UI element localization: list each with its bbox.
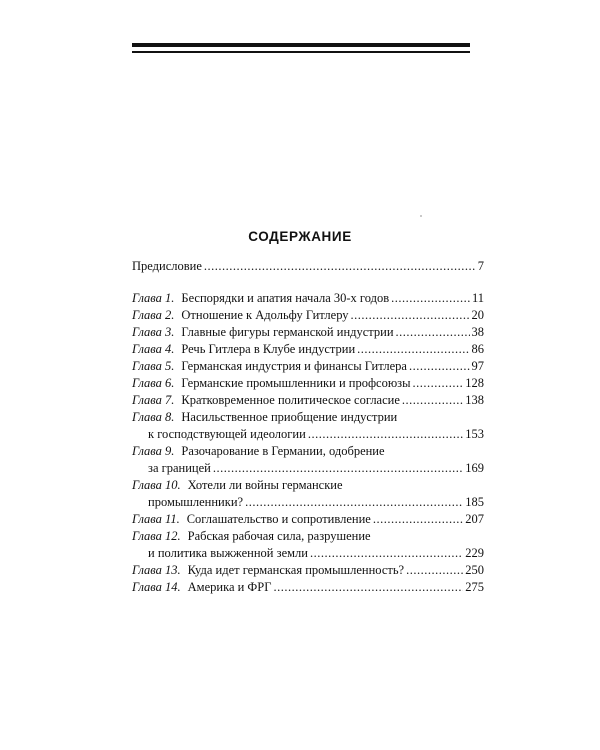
toc-entry-chapter-14[interactable]: [132, 579, 484, 596]
dot-leader: [204, 258, 476, 275]
toc-page-number: 20: [471, 308, 484, 322]
toc-entry-title: Куда идет германская промышленность?: [187, 563, 405, 577]
toc-entry-title: Америка и ФРГ: [187, 580, 272, 594]
toc-entry-preface[interactable]: [132, 258, 484, 275]
toc-entry-chapter-3[interactable]: [132, 324, 484, 341]
toc-page-number: 185: [465, 495, 484, 509]
chapter-list: [132, 290, 484, 596]
chapter-label: Глава 6.: [132, 376, 175, 390]
toc-entry-chapter-11[interactable]: [132, 511, 484, 528]
toc-entry-title: к господствующей идеологии: [148, 427, 306, 441]
toc-entry-chapter-7[interactable]: [132, 392, 484, 409]
toc-entry-title: Хотели ли войны германские: [187, 478, 343, 492]
toc-page-number: 138: [465, 393, 484, 407]
chapter-label: Глава 11.: [132, 512, 180, 526]
table-of-contents: [132, 258, 484, 596]
toc-entry-title: Речь Гитлера в Клубе индустрии: [181, 342, 356, 356]
toc-entry-title: за границей: [148, 461, 211, 475]
header-rule-thin: [132, 51, 470, 53]
toc-page-number: 169: [465, 461, 484, 475]
chapter-label: Глава 14.: [132, 580, 181, 594]
chapter-label: Глава 2.: [132, 308, 175, 322]
chapter-label: Глава 4.: [132, 342, 175, 356]
toc-page-number: 11: [471, 291, 484, 305]
toc-page-number: 229: [465, 546, 484, 560]
chapter-label: Глава 5.: [132, 359, 175, 373]
toc-entry-title: Отношение к Адольфу Гитлеру: [181, 308, 349, 322]
chapter-label: Глава 10.: [132, 478, 181, 492]
toc-entry-chapter-10[interactable]: [132, 477, 484, 511]
toc-entry-title: Насильственное приобщение индустрии: [181, 410, 398, 424]
toc-entry-title: Разочарование в Германии, одобрение: [181, 444, 385, 458]
dot-leader: [351, 307, 470, 324]
toc-entry-chapter-5[interactable]: [132, 358, 484, 375]
toc-entry-title: Рабская рабочая сила, разрушение: [187, 529, 371, 543]
toc-entry-chapter-1[interactable]: [132, 290, 484, 307]
toc-page-number: 275: [465, 580, 484, 594]
dot-leader: [310, 545, 463, 562]
toc-entry-title: Предисловие: [132, 259, 202, 273]
toc-page-number: 86: [471, 342, 484, 356]
toc-entry-chapter-13[interactable]: [132, 562, 484, 579]
chapter-label: Глава 9.: [132, 444, 175, 458]
toc-entry-chapter-2[interactable]: [132, 307, 484, 324]
chapter-label: Глава 3.: [132, 325, 175, 339]
dot-leader: [213, 460, 463, 477]
dot-leader: [409, 358, 470, 375]
dot-leader: [413, 375, 464, 392]
chapter-label: Глава 1.: [132, 291, 175, 305]
toc-entry-title: Соглашательство и сопротивление: [186, 512, 371, 526]
chapter-label: Глава 8.: [132, 410, 175, 424]
toc-page-number: 7: [477, 259, 484, 273]
toc-page-number: 128: [465, 376, 484, 390]
paper-speck: [420, 215, 422, 217]
dot-leader: [274, 579, 464, 596]
chapter-label: Глава 12.: [132, 529, 181, 543]
toc-page-number: 153: [465, 427, 484, 441]
toc-entry-title: Беспорядки и апатия начала 30-х годов: [181, 291, 390, 305]
toc-page-number: 97: [471, 359, 484, 373]
dot-leader: [391, 290, 470, 307]
toc-page-number: 250: [465, 563, 484, 577]
toc-page-number: 207: [465, 512, 484, 526]
toc-entry-title: Германская индустрия и финансы Гитлера: [181, 359, 407, 373]
toc-entry-title: Главные фигуры германской индустрии: [181, 325, 394, 339]
dot-leader: [357, 341, 469, 358]
toc-entry-chapter-6[interactable]: [132, 375, 484, 392]
header-rule-thick: [132, 43, 470, 47]
spacer: [132, 275, 484, 290]
dot-leader: [245, 494, 463, 511]
toc-entry-title: и политика выжженной земли: [148, 546, 308, 560]
chapter-label: Глава 7.: [132, 393, 175, 407]
toc-entry-chapter-12[interactable]: [132, 528, 484, 562]
dot-leader: [402, 392, 463, 409]
chapter-label: Глава 13.: [132, 563, 181, 577]
toc-entry-chapter-8[interactable]: [132, 409, 484, 443]
dot-leader: [308, 426, 463, 443]
toc-page-number: 38: [471, 325, 484, 339]
dot-leader: [373, 511, 463, 528]
toc-entry-title: промышленники?: [148, 495, 244, 509]
toc-entry-chapter-9[interactable]: [132, 443, 484, 477]
dot-leader: [406, 562, 463, 579]
toc-entry-chapter-4[interactable]: [132, 341, 484, 358]
toc-entry-title: Кратковременное политическое согласие: [181, 393, 400, 407]
toc-entry-title: Германские промышленники и профсоюзы: [181, 376, 411, 390]
dot-leader: [396, 324, 470, 341]
page-title: СОДЕРЖАНИЕ: [248, 229, 352, 244]
